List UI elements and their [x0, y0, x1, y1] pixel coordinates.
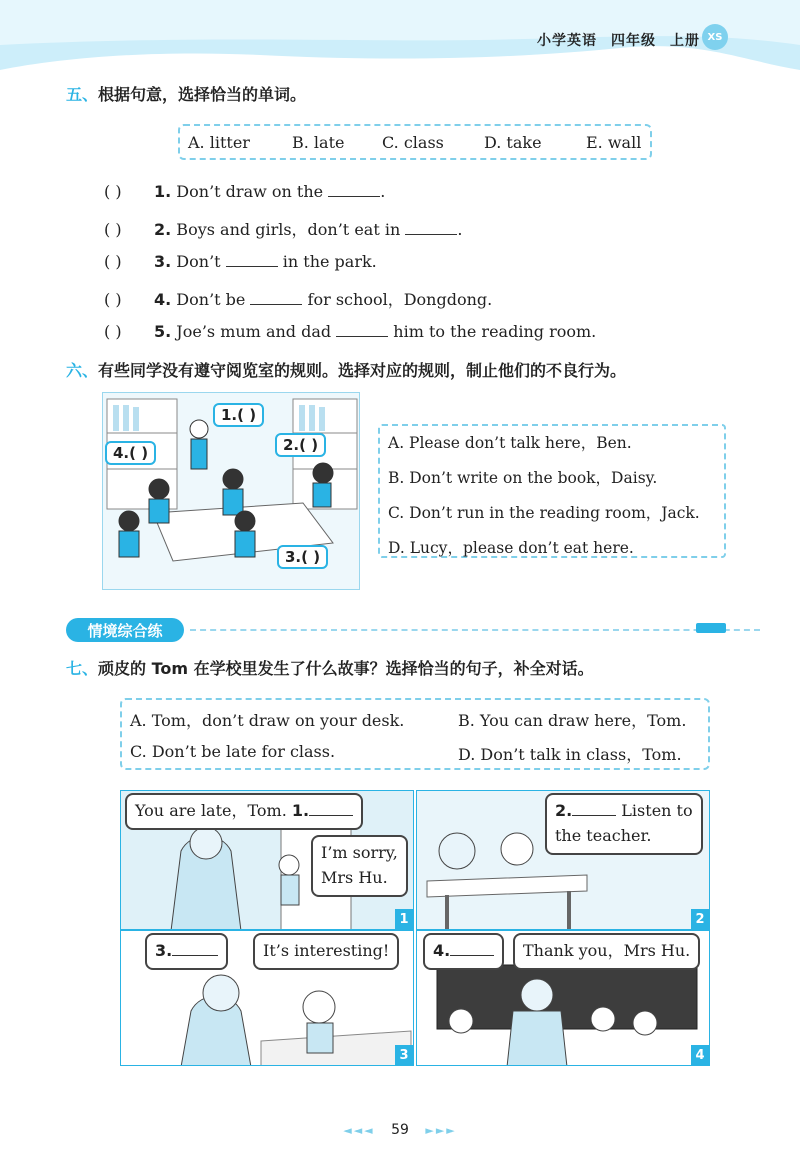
comic-panel-4 — [416, 930, 710, 1066]
option-d: D. Don’t talk in class，Tom. — [458, 745, 682, 764]
answer-blank[interactable] — [405, 221, 457, 235]
section5-options-box — [178, 124, 652, 160]
left-arrows-icon: ◄◄◄ — [343, 1124, 375, 1137]
section-bar-line — [190, 629, 760, 631]
rules-box — [378, 424, 726, 558]
dialogue-blank-3[interactable] — [172, 942, 218, 956]
question-1: ( ) 1. Don’t draw on the . — [104, 182, 386, 201]
question-3: ( ) 3. Don’t in the park. — [104, 252, 377, 271]
speech-bubble-4b: Thank you，Mrs Hu. — [513, 933, 700, 970]
answer-blank[interactable] — [336, 323, 388, 337]
question-4: ( ) 4. Don’t be for school，Dongdong. — [104, 290, 493, 309]
speech-bubble-1a: You are late，Tom. 1. — [125, 793, 363, 830]
rule-a: A. Please don’t talk here，Ben. — [388, 434, 632, 452]
panel-number-2: 2 — [691, 909, 709, 929]
tag-1[interactable]: 1.( ) — [213, 403, 264, 427]
rule-d: D. Lucy，please don’t eat here. — [388, 539, 634, 557]
tag-3[interactable]: 3.( ) — [277, 545, 328, 569]
answer-paren[interactable]: ( ) — [104, 322, 122, 341]
panel-number-1: 1 — [395, 909, 413, 929]
option-e: E. wall — [586, 133, 642, 152]
answer-paren[interactable]: ( ) — [104, 220, 122, 239]
page-number: 59 — [391, 1122, 409, 1138]
option-d: D. take — [484, 133, 542, 152]
option-a: A. Tom，don’t draw on your desk. — [130, 711, 405, 730]
header-title — [523, 30, 700, 50]
xs-badge: XS — [702, 24, 728, 50]
speech-bubble-4a: 4. — [423, 933, 504, 970]
speech-bubble-3a: 3. — [145, 933, 228, 970]
answer-paren[interactable]: ( ) — [104, 182, 122, 201]
speech-bubble-1b: I’m sorry, Mrs Hu. — [311, 835, 408, 897]
section7-text: 顽皮的 Tom 在学校里发生了什么故事？选择恰当的句子，补全对话。 — [98, 659, 594, 678]
section6-text: 有些同学没有遵守阅览室的规则。选择对应的规则，制止他们的不良行为。 — [98, 361, 627, 380]
rule-b: B. Don’t write on the book，Daisy. — [388, 469, 658, 487]
answer-paren[interactable]: ( ) — [104, 290, 122, 309]
panel-number-4: 4 — [691, 1045, 709, 1065]
option-a: A. litter — [188, 133, 250, 152]
dialogue-blank-4[interactable] — [450, 942, 494, 956]
pencil-icon — [696, 623, 726, 633]
section5-number: 五、 — [66, 85, 99, 104]
option-c: C. Don’t be late for class. — [130, 742, 336, 761]
section6-title — [66, 358, 626, 381]
comic-panel-3 — [120, 930, 414, 1066]
question-5: ( ) 5. Joe’s mum and dad him to the reading room. — [104, 322, 597, 341]
option-b: B. You can draw here，Tom. — [458, 711, 687, 730]
section7-title — [66, 656, 594, 679]
comic-panel-2 — [416, 790, 710, 930]
tag-2[interactable]: 2.( ) — [275, 433, 326, 457]
tag-4[interactable]: 4.( ) — [105, 441, 156, 465]
section-bar-label: 情境综合练 — [66, 618, 184, 642]
speech-bubble-3b: It’s interesting! — [253, 933, 399, 970]
answer-blank[interactable] — [226, 253, 278, 267]
section5-title — [66, 82, 306, 105]
answer-paren[interactable]: ( ) — [104, 252, 122, 271]
answer-blank[interactable] — [328, 183, 380, 197]
dialogue-blank-2[interactable] — [572, 802, 616, 816]
option-c: C. class — [382, 133, 444, 152]
speech-bubble-2: 2. Listen to the teacher. — [545, 793, 703, 855]
reading-room-illustration — [102, 392, 360, 590]
section7-number: 七、 — [66, 659, 99, 678]
header-grade: 四年级 — [611, 33, 656, 49]
dialogue-blank-1[interactable] — [309, 802, 353, 816]
answer-blank[interactable] — [250, 291, 302, 305]
section7-options-box — [120, 698, 710, 770]
panel-number-3: 3 — [395, 1045, 413, 1065]
header-volume: 上册 — [670, 33, 700, 49]
option-b: B. late — [292, 133, 345, 152]
comic-panel-1 — [120, 790, 414, 930]
section5-text: 根据句意，选择恰当的单词。 — [98, 85, 307, 104]
right-arrows-icon: ►►► — [425, 1124, 457, 1137]
header-subject: 小学英语 — [537, 33, 597, 49]
page-footer — [0, 1122, 800, 1138]
question-2: ( ) 2. Boys and girls，don’t eat in . — [104, 220, 463, 239]
section6-number: 六、 — [66, 361, 99, 380]
rule-c: C. Don’t run in the reading room，Jack. — [388, 504, 700, 522]
